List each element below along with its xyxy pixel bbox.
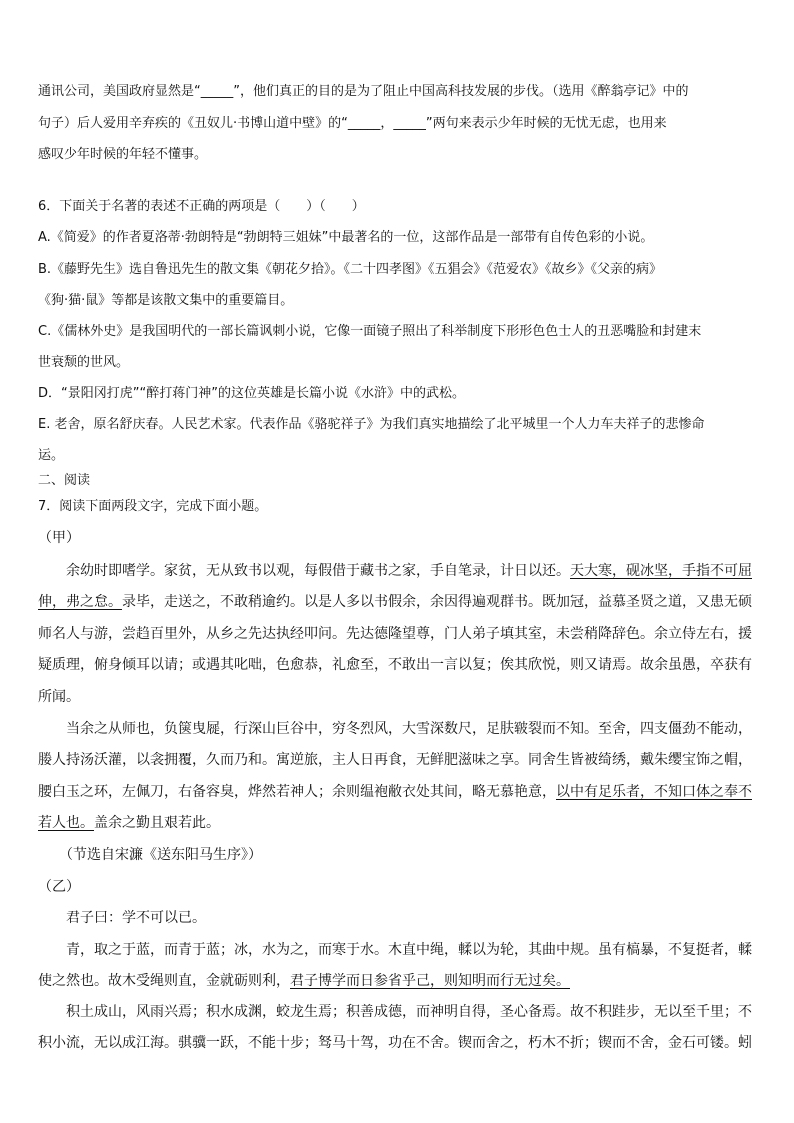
passage-line: 积小流，无以成江海。骐骥一跃，不能十步；驽马十驾，功在不舍。锲而舍之，朽木不折；锲而不舍，金石可镂。蚓 <box>38 1035 752 1051</box>
option-b: B.《藤野先生》选自鲁迅先生的散文集《朝花夕拾》。《二十四孝图》《五猖会》《范爱农》《故乡》《父亲的病》 <box>38 262 663 277</box>
passage-jia-label: （甲） <box>38 530 80 546</box>
passage-source: （节选自宋濂《送东阳马生序》） <box>38 847 262 863</box>
underlined-sentence: 伸，弗之怠。 <box>38 594 122 610</box>
question-6-stem: 6．下面关于名著的表述不正确的两项是（ ）（ ） <box>38 199 365 214</box>
passage-line <box>38 784 756 800</box>
passage-text: 使之然也。故木受绳则直，金就砺则利， <box>38 973 290 989</box>
passage-line <box>38 563 756 579</box>
passage-line: 师名人与游，尝趋百里外，从乡之先达执经叩问。先达德隆望尊，门人弟子填其室，未尝稍降辞色。余立侍左右，援 <box>38 626 752 642</box>
option-e-continued: 运。 <box>38 448 65 463</box>
passage-text: 腰白玉之环，左佩刀，右备容臭，烨然若神人；余则缊袍敝衣处其间，略无慕艳意， <box>38 784 556 800</box>
passage-line: 媵人持汤沃灌，以衾拥覆，久而乃和。寓逆旅，主人日再食，无鲜肥滋味之享。同舍生皆被绮绣，戴朱缨宝饰之帽， <box>38 752 752 768</box>
passage-line: 君子曰：学不可以已。 <box>38 910 206 926</box>
option-c-continued: 世衰颓的世风。 <box>38 355 130 370</box>
option-a: A.《简爱》的作者夏洛蒂·勃朗特是“勃朗特三姐妹”中最著名的一位，这部作品是一部带有自传色彩的小说。 <box>38 230 654 245</box>
passage-line <box>38 815 756 831</box>
section-heading: 二、阅读 <box>38 473 91 488</box>
option-d: D．“景阳冈打虎”“醉打蒋门神”的这位英雄是长篇小说《水浒》中的武松。 <box>38 386 465 401</box>
option-c: C.《儒林外史》是我国明代的一部长篇讽刺小说，它像一面镜子照出了科举制度下形形色色士人的丑恶嘴脸和封建末 <box>38 324 702 339</box>
text-line: 句子）后人爱用辛弃疾的《丑奴儿·书博山道中壁》的“_____，_____”两句来表示少年时候的无忧无虑，也用来 <box>38 116 667 131</box>
option-e: E. 老舍，原名舒庆春。人民艺术家。代表作品《骆驼祥子》为我们真实地描绘了北平城里一个人力车夫祥子的悲惨命 <box>38 417 705 432</box>
passage-line <box>38 973 756 989</box>
passage-line: 青，取之于蓝，而青于蓝；冰，水为之，而寒于水。木直中绳，輮以为轮，其曲中规。虽有槁暴，不复挺者，輮 <box>38 942 752 958</box>
passage-line <box>38 594 756 610</box>
passage-text: 余幼时即嗜学。家贫，无从致书以观，每假借于藏书之家，手自笔录，计日以还。 <box>38 563 570 579</box>
passage-line: 疑质理，俯身倾耳以请；或遇其叱咄，色愈恭，礼愈至，不敢出一言以复；俟其欣悦，则又请焉。故余虽愚，卒获有 <box>38 657 752 673</box>
passage-yi-label: （乙） <box>38 879 80 895</box>
underlined-sentence: 君子博学而日参省乎己，则知明而行无过矣。 <box>290 973 570 989</box>
text-line: 通讯公司，美国政府显然是“_____”，他们真正的目的是为了阻止中国高科技发展的步伐。（选用《醉翁亭记》中的 <box>38 84 689 99</box>
question-7-stem: 7．阅读下面两段文字，完成下面小题。 <box>38 499 268 514</box>
option-b-continued: 《狗·猫·鼠》等都是该散文集中的重要篇目。 <box>38 293 294 308</box>
underlined-sentence: 以中有足乐者，不知口体之奉不 <box>556 784 752 800</box>
passage-line: 积土成山，风雨兴焉；积水成渊，蛟龙生焉；积善成德，而神明自得，圣心备焉。故不积跬步，无以至千里；不 <box>38 1004 752 1020</box>
passage-line: 当余之从师也，负箧曳屣，行深山巨谷中，穷冬烈风，大雪深数尺，足肤皲裂而不知。至舍，四支僵劲不能动， <box>38 721 752 737</box>
underlined-sentence: 天大寒，砚冰坚，手指不可屈 <box>570 563 752 579</box>
passage-text: 盖余之勤且艰若此。 <box>94 815 220 831</box>
text-line: 感叹少年时候的年轻不懂事。 <box>38 147 208 162</box>
passage-text: 录毕，走送之，不敢稍逾约。以是人多以书假余，余因得遍观群书。既加冠，益慕圣贤之道，又患无硕 <box>122 594 752 610</box>
passage-line: 所闻。 <box>38 689 80 705</box>
underlined-sentence: 若人也。 <box>38 815 94 831</box>
